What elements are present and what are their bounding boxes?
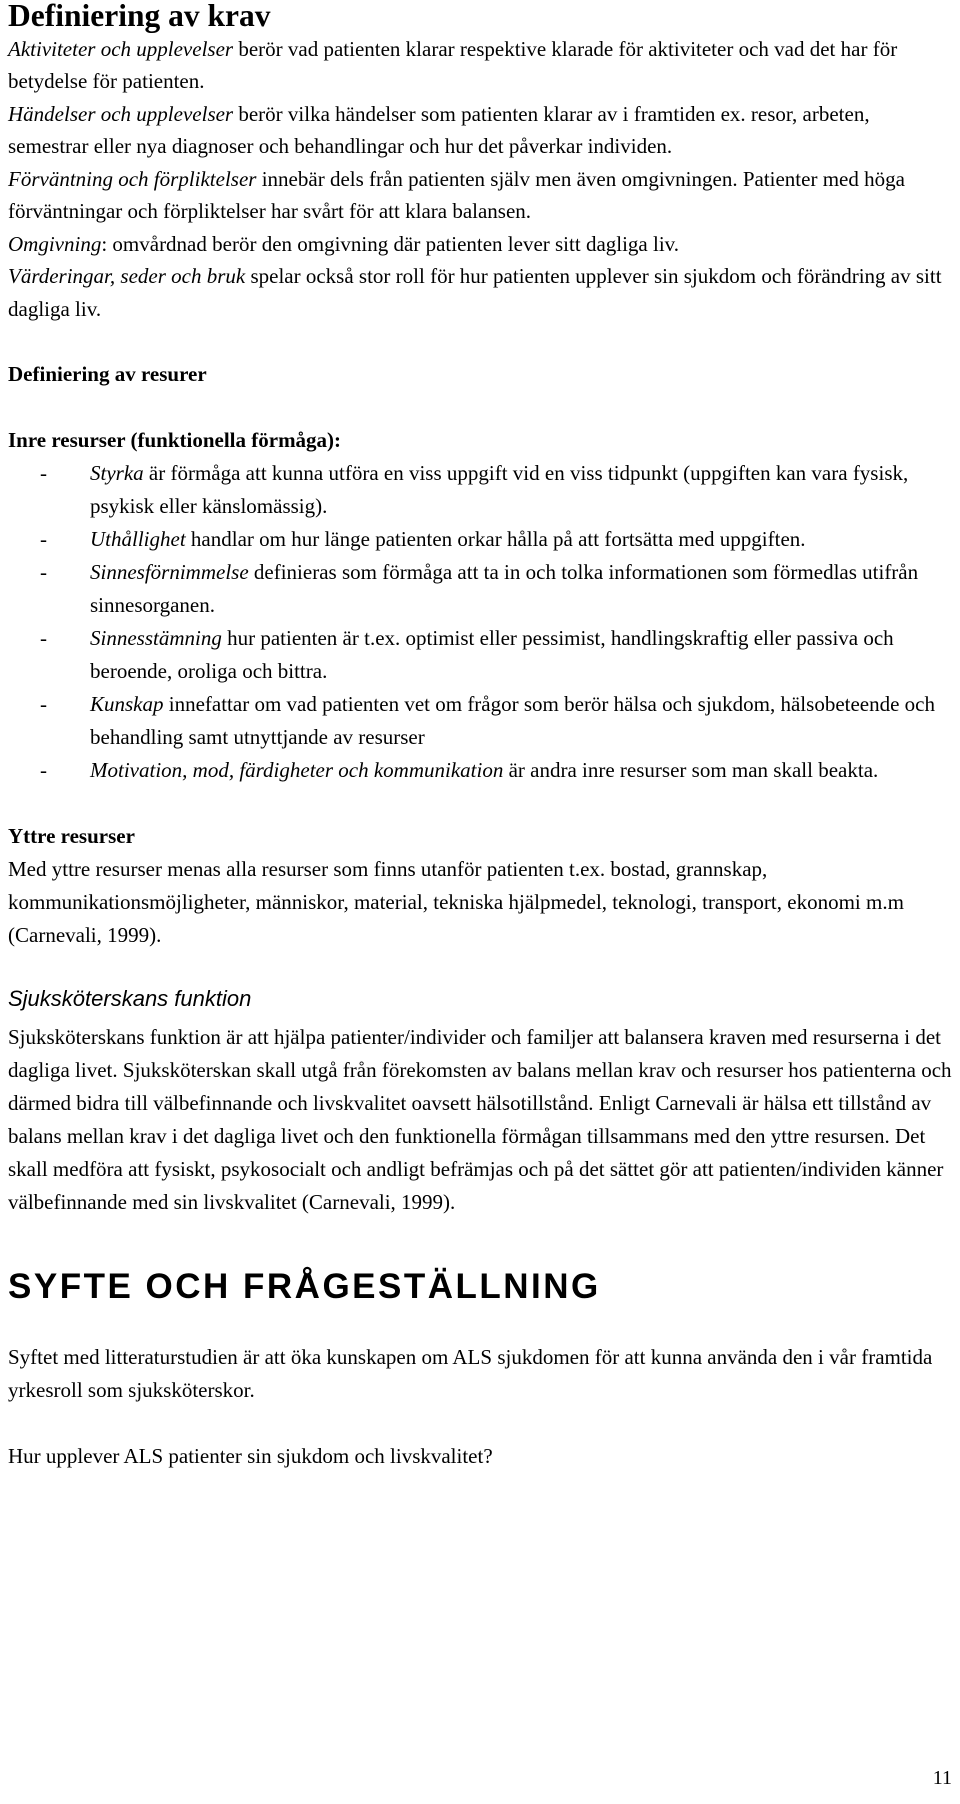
krav-paragraph-forvantning bbox=[8, 163, 952, 228]
list-item bbox=[8, 754, 952, 787]
krav-heading: Definiering av krav bbox=[8, 0, 271, 33]
text-sinnesstamning: hur patienten är t.ex. optimist eller pessimist, handlingskraftig eller passiva och beroende, oroliga och bittra. bbox=[90, 626, 894, 683]
term-varderingar: Värderingar, seder och bruk bbox=[8, 264, 246, 288]
list-item bbox=[8, 523, 952, 556]
krav-section bbox=[8, 0, 952, 325]
yttre-resurser-heading: Yttre resurser bbox=[8, 824, 135, 848]
syfte-heading: SYFTE OCH FRÅGESTÄLLNING bbox=[8, 1267, 601, 1306]
list-item bbox=[8, 688, 952, 754]
funktion-text: Sjuksköterskans funktion är att hjälpa patienter/individer och familjer att balansera kraven med resurserna i det dagliga livet. Sjuksköterskan skall utgå från förekomsten av balans mellan krav och resurser hos patienterna och därmed bidra till välbefinnande och livskvalitet oavsett hälsotillstånd. Enligt Carnevali är hälsa ett tillstånd av balans mellan krav i det dagliga livet och den funktionella förmågan tillsammans med den yttre resursen. Det skall medföra att fysiskt, psykosocialt och andligt befrämjas och på det sättet gör att patienten/individen känner välbefinnande med sin livskvalitet (Carnevali, 1999). bbox=[8, 1025, 952, 1214]
text-aktiviteter: berör vad patienten klarar respektive klarade för aktiviteter och vad det har för betydelse för patienten. bbox=[8, 36, 898, 93]
dash-bullet: - bbox=[40, 560, 47, 584]
term-uthallighet: Uthållighet bbox=[90, 527, 186, 551]
list-item bbox=[8, 457, 952, 523]
funktion-heading: Sjuksköterskans funktion bbox=[8, 986, 252, 1011]
text-styrka: är förmåga att kunna utföra en viss uppgift vid en viss tidpunkt (uppgiften kan vara fysisk, psykisk eller känslomässig). bbox=[90, 461, 909, 518]
term-kunskap: Kunskap bbox=[90, 692, 164, 716]
text-motivation: är andra inre resurser som man skall beakta. bbox=[503, 758, 879, 782]
fragestallning-text: Hur upplever ALS patienter sin sjukdom och livskvalitet? bbox=[8, 1444, 493, 1468]
text-forvantning: innebär dels från patienten själv men även omgivningen. Patienter med höga förväntningar och förpliktelser har svårt för att klara balansen. bbox=[8, 166, 905, 223]
text-uthallighet: handlar om hur länge patienten orkar hålla på att fortsätta med uppgiften. bbox=[185, 527, 806, 551]
text-sinnesfornimmelse: definieras som förmåga att ta in och tolka informationen som förmedlas utifrån sinnesorganen. bbox=[90, 560, 919, 617]
term-forvantning: Förväntning och förpliktelser bbox=[8, 166, 257, 191]
term-motivation: Motivation, mod, färdigheter och kommunikation bbox=[90, 758, 504, 782]
text-handelser: berör vilka händelser som patienten klarar av i framtiden ex. resor, arbeten, semestrar eller nya diagnoser och behandlingar och hur det påverkar individen. bbox=[8, 101, 870, 158]
krav-paragraph-varderingar bbox=[8, 260, 952, 325]
krav-paragraph-omgivning bbox=[8, 228, 952, 261]
text-omgivning: : omvårdnad berör den omgivning där patienten lever sitt dagliga liv. bbox=[101, 231, 680, 256]
yttre-resurser-text: Med yttre resurser menas alla resurser som finns utanför patienten t.ex. bostad, grannskap, kommunikationsmöjligheter, människor, material, tekniska hjälpmedel, teknologi, transport, ekonomi m.m (Carnevali, 1999). bbox=[8, 857, 904, 947]
text-varderingar: spelar också stor roll för hur patienten upplever sin sjukdom och förändring av sitt dagliga liv. bbox=[8, 264, 942, 321]
page-number: 11 bbox=[932, 1767, 952, 1789]
inre-resurser-list bbox=[8, 457, 952, 787]
krav-paragraph-handelser bbox=[8, 98, 952, 163]
inre-resurser-heading: Inre resurser (funktionella förmåga): bbox=[8, 428, 342, 452]
dash-bullet: - bbox=[40, 626, 47, 650]
list-item bbox=[8, 556, 952, 622]
dash-bullet: - bbox=[40, 692, 47, 716]
krav-paragraph-aktiviteter bbox=[8, 33, 952, 98]
document-page bbox=[8, 0, 952, 1473]
dash-bullet: - bbox=[40, 461, 47, 485]
dash-bullet: - bbox=[40, 758, 47, 782]
syfte-text: Syftet med litteraturstudien är att öka kunskapen om ALS sjukdomen för att kunna använda den i vår framtida yrkesroll som sjuksköterskor. bbox=[8, 1345, 933, 1402]
term-omgivning: Omgivning bbox=[8, 231, 102, 256]
term-sinnesstamning: Sinnesstämning bbox=[90, 626, 222, 650]
text-kunskap: innefattar om vad patienten vet om frågor som berör hälsa och sjukdom, hälsobeteende och behandling samt utnyttjande av resurser bbox=[90, 692, 936, 749]
list-item bbox=[8, 622, 952, 688]
term-styrka: Styrka bbox=[90, 461, 144, 485]
dash-bullet: - bbox=[40, 527, 47, 551]
term-handelser: Händelser och upplevelser bbox=[8, 101, 234, 126]
term-sinnesfornimmelse: Sinnesförnimmelse bbox=[90, 560, 249, 584]
term-aktiviteter: Aktiviteter och upplevelser bbox=[8, 36, 234, 61]
resurser-heading: Definiering av resurer bbox=[8, 362, 207, 386]
